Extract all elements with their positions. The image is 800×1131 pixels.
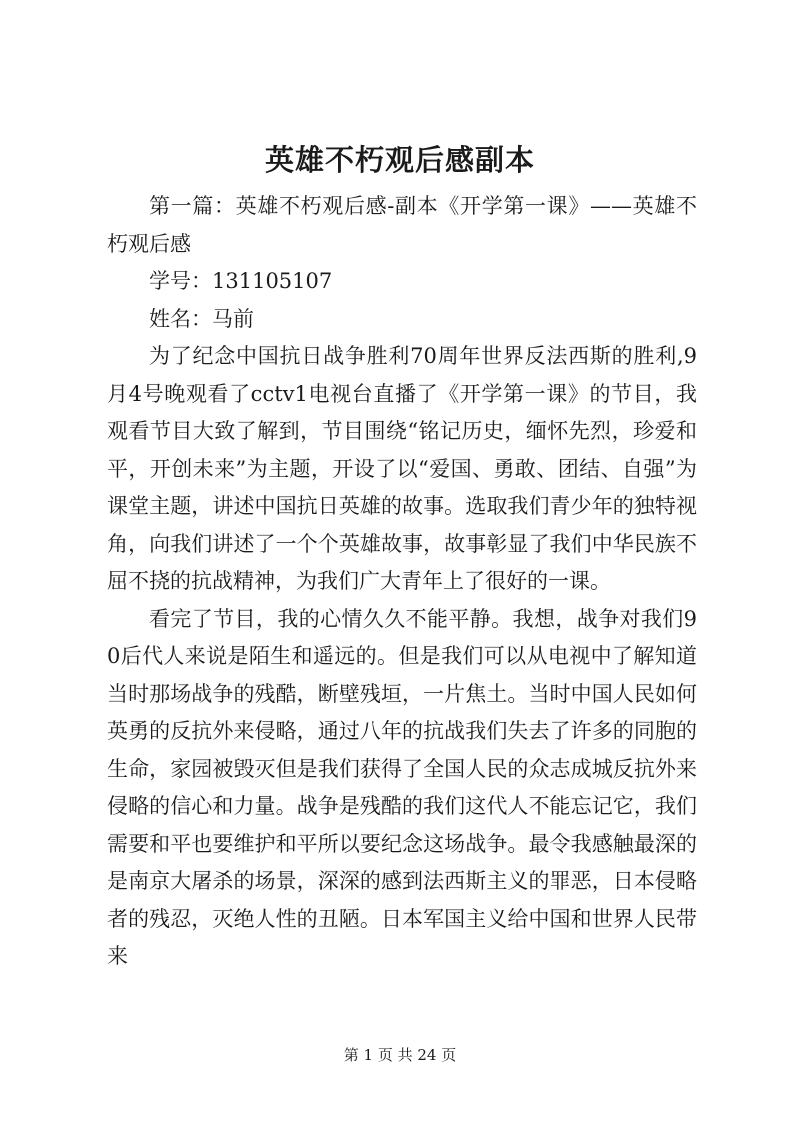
paragraph-student-id: 学号：131105107: [149, 269, 333, 293]
page-number: 第 1 页 共 24 页: [343, 1046, 457, 1064]
document-title: 英雄不朽观后感副本: [264, 143, 535, 177]
paragraph-heading: 第一篇：英雄不朽观后感-副本《开学第一课》——英雄不朽观后感: [107, 194, 697, 256]
paragraph-body-1: 为了纪念中国抗日战争胜利70周年世界反法西斯的胜利,9月4号晚观看了cctv1电视台直播了《开学第一课》的节目，我观看节目大致了解到，节目围绕“铭记历史，缅怀先烈，珍爱和平，开创未来”为主题，开设了以“爱国、勇敢、团结、自强”为课堂主题，讲述中国抗日英雄的故事。选取我们青少年的独特视角，向我们讲述了一个个英雄故事，故事彰显了我们中华民族不屈不挠的抗战精神，为我们广大青年上了很好的一课。: [107, 344, 697, 593]
document-body: [107, 188, 697, 976]
paragraph-body-2: 看完了节目，我的心情久久不能平静。我想，战争对我们90后代人来说是陌生和遥远的。但是我们可以从电视中了解知道当时那场战争的残酷，断壁残垣，一片焦土。当时中国人民如何英勇的反抗外来侵略，通过八年的抗战我们失去了许多的同胞的生命，家园被毁灭但是我们获得了全国人民的众志成城反抗外来侵略的信心和力量。战争是残酷的我们这代人不能忘记它，我们需要和平也要维护和平所以要纪念这场战争。最令我感触最深的是南京大屠杀的场景，深深的感到法西斯主义的罪恶，日本侵略者的残忍，灭绝人性的丑陋。日本军国主义给中国和世界人民带来: [107, 606, 697, 968]
paragraph-name: 姓名：马前: [149, 306, 254, 331]
